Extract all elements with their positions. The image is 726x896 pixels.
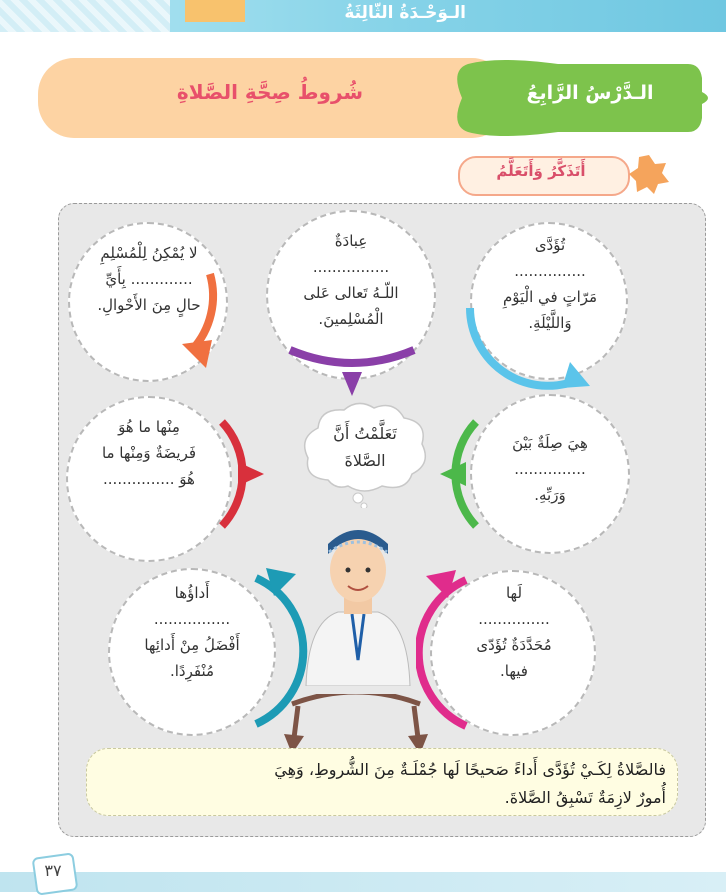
circle-text-times: [480, 232, 620, 336]
line: مُحَدَّدَةٌ تُؤَدّى: [476, 636, 552, 654]
circle-text-connection: [478, 430, 622, 508]
line: فيها.: [500, 662, 528, 680]
line: مَرّاتٍ في الْيَوْمِ: [502, 288, 598, 306]
line: مِنْها ما هُوَ: [118, 418, 180, 436]
circle-text-times-set: [440, 580, 588, 684]
line: وَرَبِّهِ.: [534, 486, 566, 504]
summary-line: أُمورٌ لازِمَةٌ تَسْبِقُ الصَّلاةَ.: [504, 788, 666, 807]
line: لا يُمْكِنُ لِلْمُسْلِمِ: [100, 244, 198, 262]
line: ............. بِأَيِّ: [105, 270, 193, 288]
circle-text-cannot: [76, 240, 222, 318]
line: ................: [312, 258, 390, 276]
line: عِبادَةٌ: [334, 232, 368, 250]
line: أَفْضَلُ مِنْ أَدائِها: [144, 636, 240, 654]
line: اللّـهُ تَعالى عَلى: [303, 284, 399, 302]
star-icon: [627, 152, 671, 196]
top-pattern: [0, 0, 170, 32]
circle-text-types: [76, 414, 222, 492]
line: ...............: [514, 262, 586, 280]
line: ................: [153, 610, 231, 628]
center-statement: [310, 420, 420, 474]
line: هُوَ ...............: [103, 470, 195, 488]
footer-bar: [0, 872, 726, 892]
line: ...............: [478, 610, 550, 628]
line: أَداؤُها: [174, 584, 210, 602]
brown-arrows: [276, 694, 436, 756]
line: ...............: [514, 460, 586, 478]
line: الْمُسْلِمينَ.: [318, 310, 384, 328]
lesson-number: الـدَّرْسُ الرَّابِعُ: [526, 82, 654, 104]
circle-text-worship: [276, 228, 426, 332]
line: وَاللَّيْلَةِ.: [528, 314, 572, 332]
summary-line: فالصَّلاةُ لِكَـيْ تُؤَدَّى أَداءً صَحيحًا لَها جُمْلَـةٌ مِنَ الشُّروطِ، وَهِيَ: [274, 760, 666, 779]
circle-text-group: [118, 580, 266, 684]
line: فَريضَةٌ وَمِنْها ما: [101, 444, 197, 462]
line: لَها: [505, 584, 523, 602]
center-line: الصَّلاةَ: [344, 451, 386, 470]
line: هِيَ صِلَةٌ بَيْنَ: [512, 434, 588, 452]
boy-illustration: [298, 510, 418, 686]
arc-red: [214, 418, 270, 530]
line: حالٍ مِنَ الأَحْوالِ.: [97, 296, 201, 314]
lesson-name: شُروطُ صِحَّةِ الصَّلاةِ: [176, 80, 364, 104]
unit-title: الـوَحْـدَةُ الثّالِثَةُ: [344, 3, 466, 23]
center-line: تَعَلَّمْتُ أَنَّ: [333, 424, 397, 443]
page-number: ٣٧: [44, 861, 62, 880]
section-label: أَتَذَكَّرُ وَأَتَعَلَّمُ: [496, 162, 586, 180]
top-accent: [185, 0, 245, 22]
line: تُؤَدَّى: [534, 236, 566, 254]
line: مُنْفَرِدًا.: [169, 662, 215, 680]
